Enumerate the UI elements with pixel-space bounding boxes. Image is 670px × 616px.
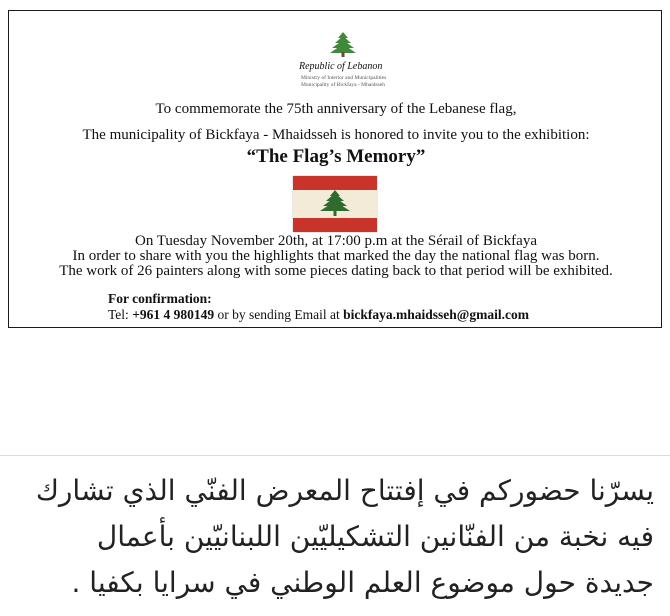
- divider: [0, 455, 670, 456]
- arabic-caption: [14, 468, 654, 606]
- ministry-text: [301, 75, 386, 89]
- email-address: bickfaya.mhaidsseh@gmail.com: [343, 307, 529, 322]
- intro-line-1: To commemorate the 75th anniversary of the Lebanese flag,: [155, 101, 517, 117]
- event-date-line: On Tuesday November 20th, at 17:00 p.m at the Sérail of Bickfaya: [134, 233, 537, 249]
- ministry-line-2: Municipality of Bickfaya - Mhaidsseh: [301, 82, 386, 88]
- event-purpose-line: In order to share with you the highlights that marked the day the national flag was born.: [72, 248, 600, 264]
- confirmation-block: [108, 291, 529, 323]
- arabic-line-1: يسرّنا حضوركم في إفتتاح المعرض الفنّي الذي تشارك: [35, 474, 654, 507]
- ministry-line-1: Ministry of Interior and Municipalities: [301, 75, 387, 81]
- confirmation-heading: For confirmation:: [108, 291, 212, 306]
- intro-line-2: The municipality of Bickfaya - Mhaidsseh is honored to invite you to the exhibition:: [82, 127, 590, 143]
- phone-number: +961 4 980149: [132, 307, 215, 322]
- contact-middle-text: or by sending Email at: [217, 307, 340, 322]
- lebanese-flag-icon: [293, 176, 377, 232]
- tel-label: Tel:: [108, 307, 129, 322]
- invitation-card: [8, 10, 662, 328]
- arabic-line-3: جديدة حول موضوع العلم الوطني في سرايا بكفيا .: [71, 566, 654, 599]
- arabic-line-2: فيه نخبة من الفنّانين التشكيليّين اللبنانيّين بأعمال: [96, 520, 654, 553]
- event-works-line: The work of 26 painters along with some pieces dating back to that period will be exhibited.: [59, 263, 613, 279]
- cedar-icon: [329, 31, 357, 57]
- republic-name: Republic of Lebanon: [299, 61, 383, 72]
- contact-line: [108, 307, 529, 323]
- exhibition-title: “The Flag’s Memory”: [246, 146, 426, 167]
